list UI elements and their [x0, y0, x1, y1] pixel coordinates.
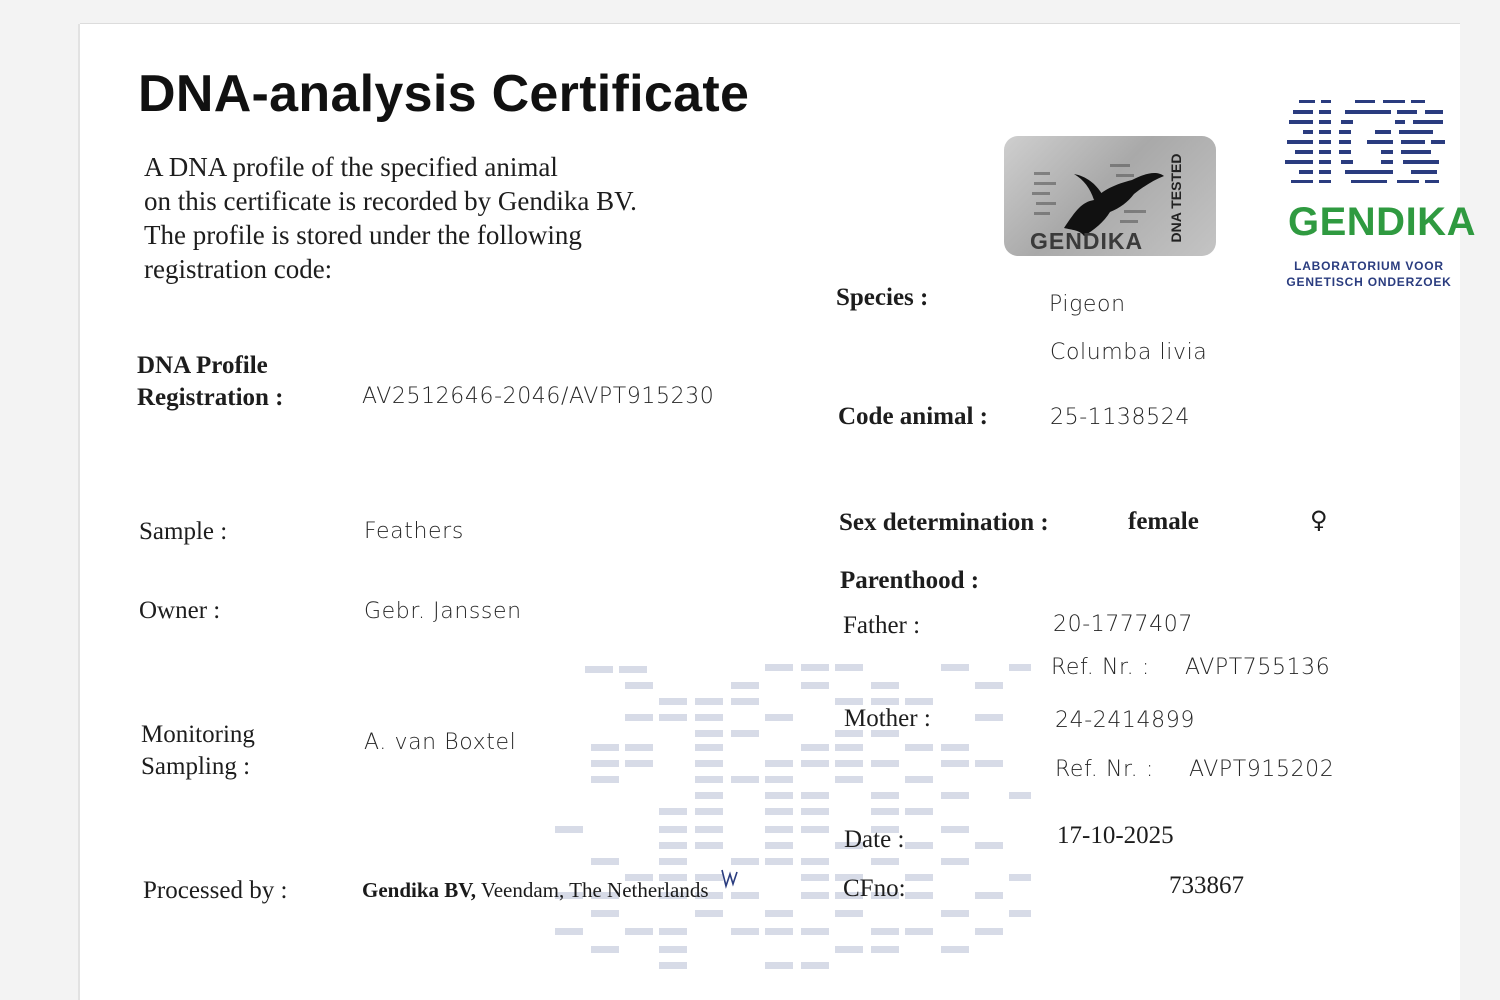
sample-label: Sample : — [139, 518, 228, 545]
seal-tag: DNA TESTED — [1168, 153, 1184, 243]
registration-value: AV2512646-2046/AVPT915230 — [362, 384, 715, 409]
species-latin-name: Columba livia — [1050, 340, 1208, 365]
logo-subtitle-line: LABORATORIUM VOOR — [1294, 259, 1444, 273]
logo-brand-name: GENDIKA — [1288, 200, 1476, 244]
mother-value: 24-2414899 — [1055, 708, 1195, 733]
father-label: Father : — [843, 612, 921, 639]
processed-label: Processed by : — [143, 877, 288, 904]
sex-value: female — [1128, 508, 1199, 535]
gendika-logo-icon — [1285, 98, 1455, 198]
monitoring-label-line: Sampling : — [141, 753, 251, 780]
sex-label: Sex determination : — [839, 509, 1049, 536]
owner-value: Gebr. Janssen — [364, 599, 522, 624]
gendika-watermark — [555, 660, 1035, 980]
intro-line: registration code: — [144, 254, 333, 284]
father-ref-value: AVPT755136 — [1185, 655, 1331, 680]
processed-company: Gendika BV, — [362, 878, 476, 902]
mother-label: Mother : — [844, 705, 931, 732]
cfno-label: CFno: — [843, 875, 906, 902]
father-ref-label: Ref. Nr. : — [1051, 655, 1150, 680]
owner-label: Owner : — [139, 597, 221, 624]
code-animal-label: Code animal : — [838, 403, 988, 430]
mother-ref-label: Ref. Nr. : — [1055, 757, 1154, 782]
sample-value: Feathers — [364, 519, 464, 544]
seal-brand: GENDIKA — [1030, 228, 1144, 254]
initials-signature — [720, 866, 740, 892]
logo-subtitle — [1280, 258, 1458, 290]
logo-subtitle-line: GENETISCH ONDERZOEK — [1286, 275, 1452, 289]
date-value: 17-10-2025 — [1057, 822, 1174, 849]
intro-text — [144, 150, 637, 286]
father-value: 20-1777407 — [1053, 612, 1193, 637]
dna-tested-seal — [1004, 136, 1216, 256]
processed-value — [362, 878, 709, 903]
monitoring-value: A. van Boxtel — [364, 730, 517, 755]
cfno-value: 733867 — [1169, 872, 1244, 899]
intro-line: The profile is stored under the following — [144, 220, 582, 250]
certificate-title: DNA-analysis Certificate — [138, 65, 750, 123]
processed-location: Veendam, The Netherlands — [476, 878, 709, 902]
female-symbol-icon: ♀ — [1310, 506, 1328, 534]
code-animal-value: 25-1138524 — [1050, 405, 1190, 430]
registration-label-line: DNA Profile — [137, 352, 268, 379]
intro-line: on this certificate is recorded by Gendika BV. — [144, 186, 637, 216]
mother-ref-value: AVPT915202 — [1189, 757, 1335, 782]
monitoring-label — [141, 719, 255, 783]
species-common-name: Pigeon — [1049, 292, 1126, 317]
parenthood-label: Parenthood : — [840, 567, 980, 594]
date-label: Date : — [844, 826, 905, 853]
species-label: Species : — [836, 284, 929, 311]
intro-line: A DNA profile of the specified animal — [144, 152, 558, 182]
monitoring-label-line: Monitoring — [141, 721, 255, 748]
registration-label — [137, 350, 284, 414]
registration-label-line: Registration : — [137, 384, 284, 411]
